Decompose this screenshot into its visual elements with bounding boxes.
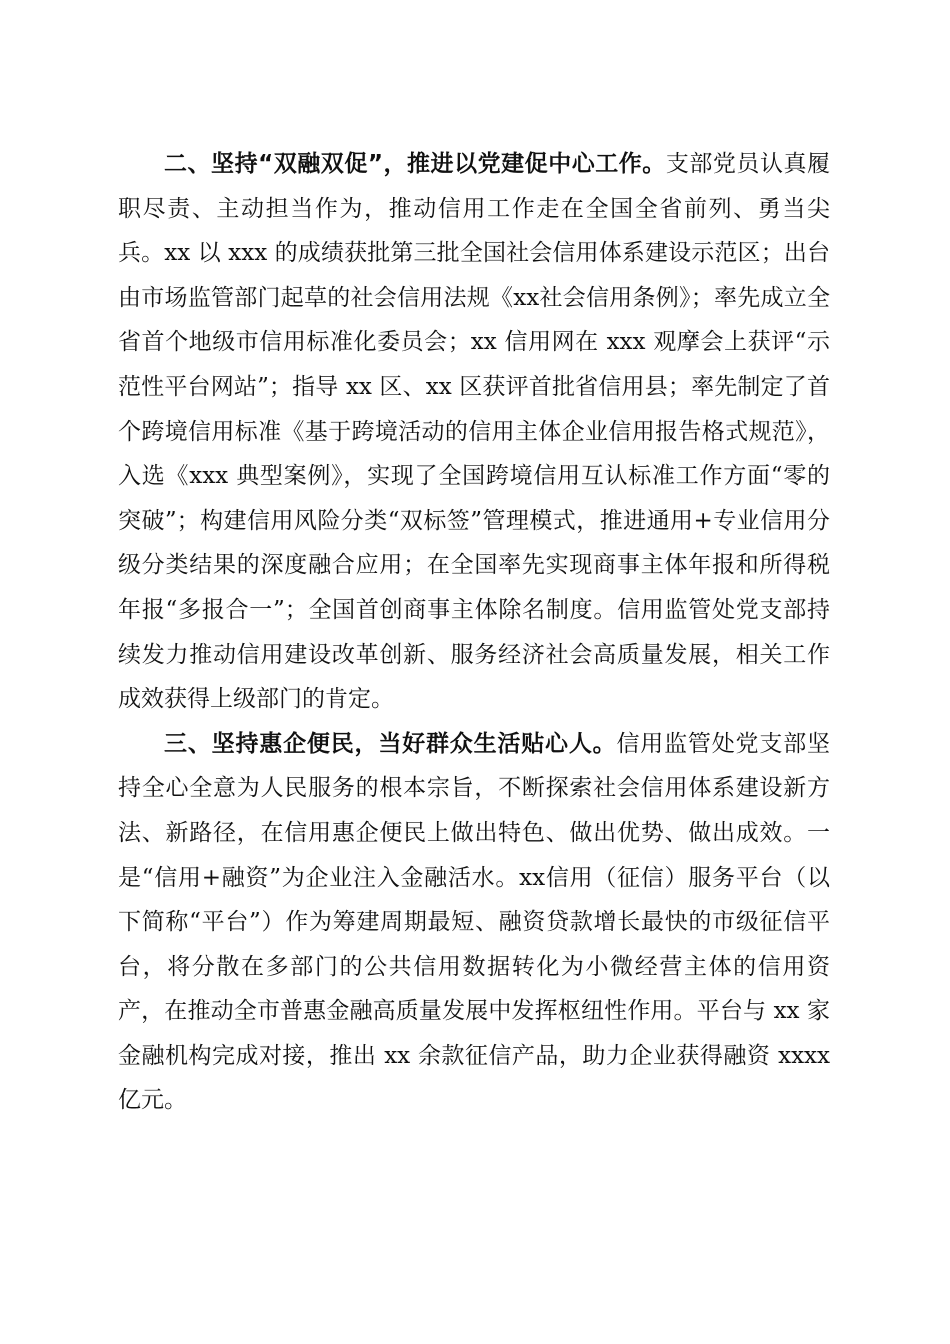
section-body-three: 信用监管处党支部坚持全心全意为人民服务的根本宗旨，不断探索社会信用体系建设新方法、新路径，在信用惠企便民上做出特色、做出优势、做出成效。一是“信用+融资”为企业注入金融活水。xx信用（征信）服务平台（以下简称“平台”）作为筹建周期最短、融资贷款增长最快的市级征信平台，将分散在多部门的公共信用数据转化为小微经营主体的信用资产，在推动全市普惠金融高质量发展中发挥枢纽性作用。平台与 xx 家金融机构完成对接，推出 xx 余款征信产品，助力企业获得融资 xxxx 亿元。: [118, 730, 831, 1114]
document-body: [118, 142, 830, 1123]
paragraph-benefit-enterprises: [118, 722, 830, 1123]
section-body-two: 支部党员认真履职尽责、主动担当作为，推动信用工作走在全国全省前列、勇当尖兵。xx 以 xxx 的成绩获批第三批全国社会信用体系建设示范区；出台由市场监管部门起草的社会信用法规《xx社会信用条例》；率先成立全省首个地级市信用标准化委员会；xx 信用网在 xxx 观摩会上获评“示范性平台网站”；指导 xx 区、xx 区获评首批省信用县；率先制定了首个跨境信用标准《基于跨境活动的信用主体企业信用报告格式规范》，入选《xxx 典型案例》，实现了全国跨境信用互认标准工作方面“零的突破”；构建信用风险分类“双标签”管理模式，推进通用+专业信用分级分类结果的深度融合应用；在全国率先实现商事主体年报和所得税年报“多报合一”；全国首创商事主体除名制度。信用监管处党支部持续发力推动信用建设改革创新、服务经济社会高质量发展，相关工作成效获得上级部门的肯定。: [118, 151, 831, 713]
section-heading-two: 二、坚持“双融双促”，推进以党建促中心工作。: [164, 151, 666, 177]
section-heading-three: 三、坚持惠企便民，当好群众生活贴心人。: [164, 730, 617, 757]
paragraph-double-integration: [118, 142, 830, 722]
